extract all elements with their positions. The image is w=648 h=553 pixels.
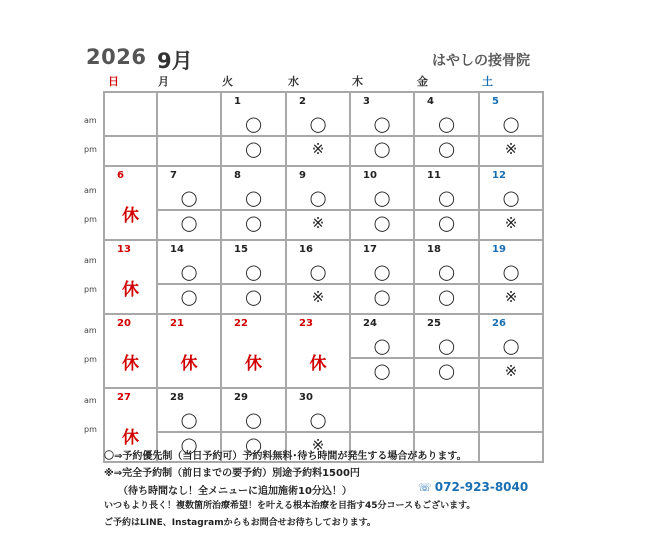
day-cell-am [414,92,479,136]
open-slot-mark: ◯ [438,189,455,207]
open-slot-mark: ◯ [373,189,391,207]
open-slot-mark: ◯ [438,115,455,133]
day-cell-closed [104,314,157,388]
open-slot-mark: ◯ [309,115,327,133]
open-slot-mark: ◯ [245,214,262,232]
day-cell-pm [414,210,479,240]
clinic-name: はやしの接骨院 [432,53,530,69]
legend-open: 〇⇒予約優先制（当日予約可）予約料無料･待ち時間が発生する場合があります。 [104,451,467,462]
day-cell-am [286,166,350,210]
open-slot-mark: ◯ [373,362,391,380]
day-cell-am [221,92,286,136]
pm-label: pm [84,285,97,294]
week-row-am [104,92,543,136]
reservation-only-mark: ※ [311,436,325,454]
day-number: 14 [170,244,184,255]
day-cell-am [286,92,350,136]
phone-text: 072-923-8040 [434,480,529,494]
weekday-sat: 土 [482,75,493,88]
week-row-pm [104,284,543,314]
closed-mark: 休 [180,354,198,374]
week-row-am [104,314,543,358]
day-number: 23 [299,318,313,329]
day-number: 27 [117,392,131,403]
contact-note: ご予約はLINE、Instagramからもお問合せお待ちしております。 [104,518,376,528]
open-slot-mark: ◯ [245,115,262,133]
day-cell-am [157,388,221,432]
am-label: am [84,396,97,405]
closed-mark: 休 [309,354,327,374]
day-number: 4 [427,96,434,107]
day-cell-am [414,166,479,210]
day-number: 9 [299,170,306,181]
day-cell-am [414,314,479,358]
phone-number[interactable] [418,480,528,494]
open-slot-mark: ◯ [373,288,391,306]
day-cell-am [157,240,221,284]
open-slot-mark: ◯ [180,436,198,454]
day-cell-am [350,240,414,284]
day-number: 24 [363,318,377,329]
open-slot-mark: ◯ [245,263,262,281]
open-slot-mark: ◯ [438,288,455,306]
day-cell-pm [286,284,350,314]
open-slot-mark: ◯ [245,288,262,306]
week-row-am [104,166,543,210]
pm-label: pm [84,145,97,154]
open-slot-mark: ◯ [180,263,198,281]
month-label: 9月 [157,49,193,73]
day-number: 5 [492,96,499,107]
am-label: am [84,256,97,265]
day-number: 8 [234,170,241,181]
day-number: 12 [492,170,506,181]
day-number: 1 [234,96,241,107]
week-row-am [104,240,543,284]
open-slot-mark: ◯ [502,189,520,207]
day-number: 11 [427,170,441,181]
empty-cell [350,388,414,432]
open-slot-mark: ◯ [502,337,520,355]
open-slot-mark: ◯ [373,214,391,232]
open-slot-mark: ◯ [373,115,391,133]
day-cell-pm [479,210,543,240]
am-label: am [84,186,97,195]
day-number: 28 [170,392,184,403]
day-cell-am [221,166,286,210]
pm-label: pm [84,425,97,434]
open-slot-mark: ◯ [245,436,262,454]
day-number: 3 [363,96,370,107]
empty-cell [157,92,221,136]
open-slot-mark: ◯ [180,189,198,207]
week-row-pm [104,210,543,240]
day-cell-closed [221,314,286,388]
pm-label: pm [84,215,97,224]
day-number: 16 [299,244,313,255]
closed-mark: 休 [122,206,139,226]
calendar-grid [103,91,544,463]
day-number: 25 [427,318,441,329]
closed-mark: 休 [245,354,262,374]
day-cell-am [479,314,543,358]
day-cell-am [479,92,543,136]
day-cell-pm [157,284,221,314]
day-number: 22 [234,318,248,329]
day-number: 7 [170,170,177,181]
day-number: 30 [299,392,313,403]
day-cell-pm [221,210,286,240]
day-cell-pm [479,136,543,166]
closed-mark: 休 [122,280,139,300]
week-row-pm [104,136,543,166]
open-slot-mark: ◯ [245,189,262,207]
day-cell-am [414,240,479,284]
day-number: 26 [492,318,506,329]
empty-cell [414,388,479,432]
closed-mark: 休 [122,428,139,448]
open-slot-mark: ◯ [245,140,262,158]
day-cell-am [479,240,543,284]
day-number: 2 [299,96,306,107]
day-number: 13 [117,244,131,255]
open-slot-mark: ◯ [180,411,198,429]
open-slot-mark: ◯ [438,263,455,281]
open-slot-mark: ◯ [309,189,327,207]
open-slot-mark: ◯ [245,411,262,429]
week-row-am [104,388,543,432]
course-note: いつもより長く！複数箇所治療希望！を叶える根本治療を目指す45分コースもございます。 [104,501,476,511]
empty-cell [104,92,157,136]
open-slot-mark: ◯ [438,140,455,158]
day-number: 18 [427,244,441,255]
day-cell-am [479,166,543,210]
phone-icon: ☏ [418,481,432,494]
open-slot-mark: ◯ [438,337,455,355]
reservation-only-mark: ※ [504,288,518,306]
reservation-only-mark: ※ [504,140,518,158]
empty-cell [104,136,157,166]
year-label: 2026 [86,45,147,69]
empty-cell [479,388,543,432]
no-wait-note: （待ち時間なし！全メニューに追加施術10分込！） [118,486,352,497]
am-label: am [84,326,97,335]
day-cell-am [350,92,414,136]
day-cell-am [221,388,286,432]
open-slot-mark: ◯ [373,337,391,355]
day-cell-pm [221,136,286,166]
day-cell-pm [479,284,543,314]
day-cell-am [157,166,221,210]
day-cell-pm [414,136,479,166]
open-slot-mark: ◯ [438,214,455,232]
day-cell-pm [221,284,286,314]
day-cell-am [350,314,414,358]
day-number: 29 [234,392,248,403]
day-cell-pm [350,284,414,314]
day-cell-closed [104,240,157,314]
weekday-sun: 日 [108,75,119,88]
open-slot-mark: ◯ [309,411,327,429]
reservation-only-mark: ※ [504,214,518,232]
day-cell-am [286,388,350,432]
open-slot-mark: ◯ [180,288,198,306]
day-number: 10 [363,170,377,181]
day-number: 15 [234,244,248,255]
day-cell-pm [479,358,543,388]
day-number: 21 [170,318,184,329]
open-slot-mark: ◯ [373,263,391,281]
day-cell-pm [350,358,414,388]
empty-cell [157,136,221,166]
day-cell-pm [286,136,350,166]
reservation-only-mark: ※ [311,214,325,232]
weekday-fri: 金 [417,75,428,88]
day-cell-pm [157,210,221,240]
day-cell-pm [350,136,414,166]
open-slot-mark: ◯ [373,140,391,158]
day-number: 17 [363,244,377,255]
open-slot-mark: ◯ [438,362,455,380]
day-cell-pm [414,284,479,314]
weekday-wed: 水 [288,75,299,88]
day-cell-closed [104,166,157,240]
am-label: am [84,116,97,125]
weekday-tue: 火 [222,75,233,88]
legend-reserved: ※⇒完全予約制（前日までの要予約）別途予約料1500円 [104,468,360,479]
day-cell-closed [157,314,221,388]
day-cell-pm [286,210,350,240]
day-number: 20 [117,318,131,329]
day-cell-pm [350,210,414,240]
day-cell-pm [414,358,479,388]
day-number: 19 [492,244,506,255]
day-cell-am [350,166,414,210]
weekday-thu: 木 [352,75,363,88]
pm-label: pm [84,355,97,364]
reservation-only-mark: ※ [311,140,325,158]
open-slot-mark: ◯ [309,263,327,281]
day-cell-closed [286,314,350,388]
weekday-mon: 月 [158,75,169,88]
open-slot-mark: ◯ [180,214,198,232]
reservation-only-mark: ※ [504,362,518,380]
reservation-only-mark: ※ [311,288,325,306]
open-slot-mark: ◯ [502,263,520,281]
day-cell-am [221,240,286,284]
closed-mark: 休 [122,354,139,374]
day-cell-am [286,240,350,284]
day-number: 6 [117,170,124,181]
open-slot-mark: ◯ [502,115,520,133]
empty-cell [479,432,543,462]
